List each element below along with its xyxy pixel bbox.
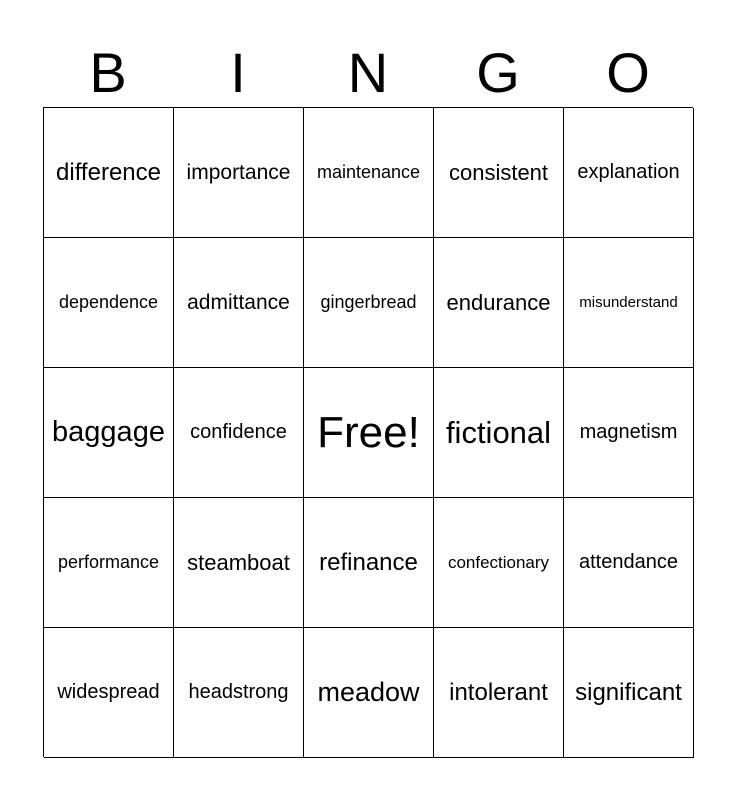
bingo-header: [43, 40, 693, 106]
bingo-cell[interactable]: gingerbread: [304, 238, 434, 368]
bingo-cell[interactable]: baggage: [44, 368, 174, 498]
bingo-cell[interactable]: fictional: [434, 368, 564, 498]
bingo-cell[interactable]: difference: [44, 108, 174, 238]
bingo-cell[interactable]: headstrong: [174, 628, 304, 758]
bingo-cell[interactable]: attendance: [564, 498, 694, 628]
bingo-cell[interactable]: steamboat: [174, 498, 304, 628]
bingo-board: [43, 107, 693, 757]
bingo-cell[interactable]: confidence: [174, 368, 304, 498]
bingo-cell[interactable]: intolerant: [434, 628, 564, 758]
bingo-cell[interactable]: significant: [564, 628, 694, 758]
bingo-cell[interactable]: performance: [44, 498, 174, 628]
bingo-cell[interactable]: misunderstand: [564, 238, 694, 368]
bingo-cell[interactable]: explanation: [564, 108, 694, 238]
header-letter-o: O: [606, 41, 650, 104]
bingo-cell[interactable]: importance: [174, 108, 304, 238]
bingo-cell[interactable]: magnetism: [564, 368, 694, 498]
bingo-cell[interactable]: admittance: [174, 238, 304, 368]
bingo-cell[interactable]: widespread: [44, 628, 174, 758]
bingo-cell[interactable]: endurance: [434, 238, 564, 368]
header-letter-g: G: [476, 41, 520, 104]
bingo-cell[interactable]: maintenance: [304, 108, 434, 238]
header-letter-n: N: [347, 41, 389, 104]
header-letter-b: B: [89, 41, 127, 104]
bingo-cell[interactable]: consistent: [434, 108, 564, 238]
header-letter-i: I: [230, 41, 246, 104]
bingo-cell[interactable]: dependence: [44, 238, 174, 368]
bingo-cell[interactable]: meadow: [304, 628, 434, 758]
bingo-cell[interactable]: confectionary: [434, 498, 564, 628]
free-space-cell[interactable]: Free!: [304, 368, 434, 498]
bingo-cell[interactable]: refinance: [304, 498, 434, 628]
